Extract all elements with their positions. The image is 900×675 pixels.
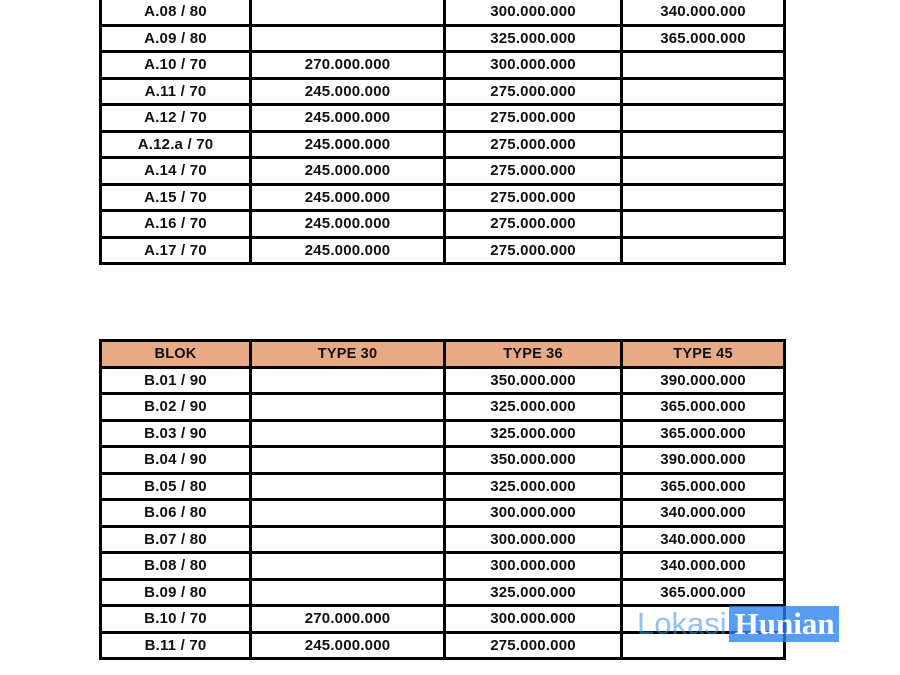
cell-type-30: 245.000.000 — [251, 184, 445, 211]
cell-type-30 — [251, 0, 445, 25]
cell-type-45 — [622, 211, 785, 238]
cell-blok: A.11 / 70 — [101, 78, 251, 105]
cell-blok: A.12.a / 70 — [101, 131, 251, 158]
cell-type-45 — [622, 131, 785, 158]
cell-type-36: 300.000.000 — [445, 606, 622, 633]
cell-blok: B.08 / 80 — [101, 553, 251, 580]
table-row — [101, 553, 785, 580]
table-b-header — [101, 341, 785, 368]
cell-type-36: 275.000.000 — [445, 105, 622, 132]
cell-type-30: 270.000.000 — [251, 52, 445, 79]
table-row — [101, 52, 785, 79]
cell-type-45: 390.000.000 — [622, 367, 785, 394]
cell-type-45: 365.000.000 — [622, 420, 785, 447]
cell-blok: A.17 / 70 — [101, 237, 251, 264]
cell-type-30 — [251, 394, 445, 421]
table-row — [101, 632, 785, 659]
cell-type-45 — [622, 237, 785, 264]
cell-type-30 — [251, 25, 445, 52]
header-type-36: TYPE 36 — [445, 341, 622, 368]
price-table-block-b — [99, 339, 786, 660]
table-row — [101, 367, 785, 394]
cell-type-30: 245.000.000 — [251, 131, 445, 158]
cell-blok: B.01 / 90 — [101, 367, 251, 394]
table-row — [101, 211, 785, 238]
table-row — [101, 447, 785, 474]
table-b-body — [101, 367, 785, 659]
table-row — [101, 500, 785, 527]
watermark-text-hunian: Hunian — [729, 606, 839, 642]
cell-type-30 — [251, 420, 445, 447]
cell-blok: B.03 / 90 — [101, 420, 251, 447]
cell-type-36: 325.000.000 — [445, 473, 622, 500]
cell-blok: A.14 / 70 — [101, 158, 251, 185]
cell-type-45: 365.000.000 — [622, 394, 785, 421]
table-row — [101, 473, 785, 500]
cell-type-30: 245.000.000 — [251, 78, 445, 105]
cell-type-30 — [251, 473, 445, 500]
cell-blok: B.04 / 90 — [101, 447, 251, 474]
cell-type-45: 340.000.000 — [622, 553, 785, 580]
cell-type-36: 350.000.000 — [445, 447, 622, 474]
table-row — [101, 0, 785, 25]
cell-type-45 — [622, 158, 785, 185]
table-row — [101, 105, 785, 132]
table-a-body — [101, 0, 785, 264]
header-row — [101, 341, 785, 368]
cell-type-36: 300.000.000 — [445, 52, 622, 79]
header-type-45: TYPE 45 — [622, 341, 785, 368]
cell-type-36: 300.000.000 — [445, 526, 622, 553]
cell-type-36: 275.000.000 — [445, 632, 622, 659]
cell-type-45 — [622, 632, 785, 659]
table-row — [101, 25, 785, 52]
cell-type-45: 340.000.000 — [622, 500, 785, 527]
cell-type-36: 325.000.000 — [445, 579, 622, 606]
table-row — [101, 131, 785, 158]
cell-type-30 — [251, 553, 445, 580]
header-blok: BLOK — [101, 341, 251, 368]
cell-type-45: 365.000.000 — [622, 473, 785, 500]
table-row — [101, 606, 785, 633]
cell-blok: A.16 / 70 — [101, 211, 251, 238]
cell-blok: B.06 / 80 — [101, 500, 251, 527]
cell-type-30: 245.000.000 — [251, 211, 445, 238]
cell-blok: B.09 / 80 — [101, 579, 251, 606]
cell-type-36: 325.000.000 — [445, 420, 622, 447]
cell-blok: A.12 / 70 — [101, 105, 251, 132]
cell-blok: A.15 / 70 — [101, 184, 251, 211]
cell-type-45 — [622, 184, 785, 211]
cell-type-36: 275.000.000 — [445, 184, 622, 211]
table-row — [101, 184, 785, 211]
table-row — [101, 420, 785, 447]
cell-type-30: 245.000.000 — [251, 105, 445, 132]
cell-blok: A.08 / 80 — [101, 0, 251, 25]
cell-type-36: 275.000.000 — [445, 131, 622, 158]
price-table-block-a — [99, 0, 786, 265]
header-type-30: TYPE 30 — [251, 341, 445, 368]
cell-blok: B.10 / 70 — [101, 606, 251, 633]
cell-blok: A.09 / 80 — [101, 25, 251, 52]
cell-type-45 — [622, 606, 785, 633]
cell-type-36: 300.000.000 — [445, 0, 622, 25]
cell-type-36: 350.000.000 — [445, 367, 622, 394]
cell-type-30 — [251, 447, 445, 474]
cell-type-30: 245.000.000 — [251, 632, 445, 659]
cell-type-36: 275.000.000 — [445, 158, 622, 185]
cell-type-36: 275.000.000 — [445, 78, 622, 105]
table-row — [101, 394, 785, 421]
cell-type-30 — [251, 579, 445, 606]
cell-type-45: 365.000.000 — [622, 579, 785, 606]
cell-type-45 — [622, 52, 785, 79]
cell-blok: B.02 / 90 — [101, 394, 251, 421]
cell-type-30: 245.000.000 — [251, 158, 445, 185]
cell-type-45 — [622, 78, 785, 105]
cell-type-36: 300.000.000 — [445, 500, 622, 527]
cell-type-30: 270.000.000 — [251, 606, 445, 633]
cell-blok: A.10 / 70 — [101, 52, 251, 79]
table-row — [101, 526, 785, 553]
table-row — [101, 78, 785, 105]
cell-type-45 — [622, 105, 785, 132]
table-row — [101, 158, 785, 185]
cell-type-36: 325.000.000 — [445, 394, 622, 421]
cell-type-45: 340.000.000 — [622, 0, 785, 25]
cell-type-45: 365.000.000 — [622, 25, 785, 52]
cell-type-36: 275.000.000 — [445, 211, 622, 238]
cell-type-45: 390.000.000 — [622, 447, 785, 474]
cell-type-30 — [251, 526, 445, 553]
cell-type-45: 340.000.000 — [622, 526, 785, 553]
table-row — [101, 579, 785, 606]
table-row — [101, 237, 785, 264]
cell-blok: B.05 / 80 — [101, 473, 251, 500]
watermark-text-lokasi: Lokasi — [637, 606, 727, 641]
cell-type-36: 300.000.000 — [445, 553, 622, 580]
cell-type-36: 275.000.000 — [445, 237, 622, 264]
cell-type-30 — [251, 500, 445, 527]
cell-blok: B.07 / 80 — [101, 526, 251, 553]
cell-type-36: 325.000.000 — [445, 25, 622, 52]
cell-type-30: 245.000.000 — [251, 237, 445, 264]
cell-type-30 — [251, 367, 445, 394]
cell-blok: B.11 / 70 — [101, 632, 251, 659]
